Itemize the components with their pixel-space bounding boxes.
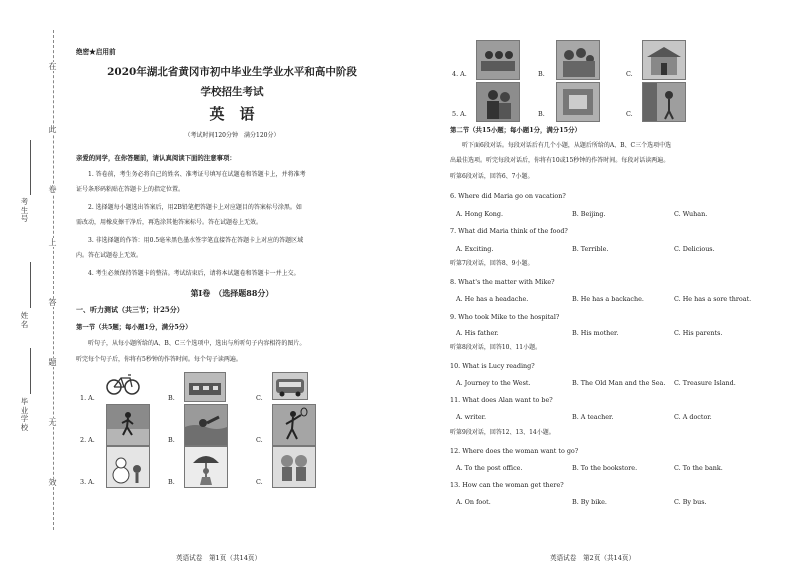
option-b: B. The Old Man and the Sea. — [572, 379, 666, 387]
strip-char: 效 — [48, 478, 57, 487]
option-c: C. Delicious. — [674, 245, 715, 253]
subject-title: 英 语 — [209, 105, 255, 123]
field-line — [30, 140, 31, 195]
page-footer: 英语试卷 第2页（共14页） — [550, 554, 636, 562]
street-picture — [642, 82, 686, 122]
option-c: C. To the bank. — [674, 464, 723, 472]
dialog-instruction: 听第6段对话，回答6、7小题。 — [450, 173, 534, 180]
option-c: C. He has a sore throat. — [674, 295, 752, 303]
strip-char: 无 — [48, 418, 57, 427]
field-label-exam-number: 考生号 — [20, 197, 29, 223]
option-b: B. His mother. — [572, 329, 619, 337]
secret-mark: 绝密★启用前 — [76, 48, 116, 56]
binding-strip — [0, 0, 70, 560]
umbrella-picture — [184, 446, 228, 488]
dialog-instruction: 听第8段对话，回答10、11小题。 — [450, 344, 542, 351]
notice-item: 内。答在试题卷上无效。 — [76, 252, 143, 259]
exam-title: 2020年湖北省黄冈市初中毕业生学业水平和高中阶段 — [107, 66, 357, 78]
option-a: A. On foot. — [456, 498, 491, 506]
option-label: 1. A. — [80, 394, 95, 402]
option-label: C. — [256, 436, 263, 444]
strip-char: 题 — [48, 358, 57, 367]
building-picture — [642, 40, 686, 80]
notice-item: 3. 非选择题的作答：用0.5毫米黑色墨水签字笔直接答在答题卡上对应的答题区域 — [88, 237, 304, 244]
notice-item: 4. 考生必须保持答题卡的整洁。考试结束后，请将本试题卷和答题卡一并上交。 — [88, 270, 300, 277]
option-a: A. Journey to the West. — [456, 379, 531, 387]
swimming-picture — [184, 404, 228, 446]
instruction: 听句子，从每小题所给的A、B、C三个选项中，选出与所听句子内容相符的图片。 — [88, 340, 306, 347]
question: 7. What did Maria think of the food? — [450, 227, 568, 235]
strip-char: 卷 — [48, 185, 57, 194]
strip-char: 在 — [48, 62, 57, 71]
subsection-heading: 第二节（共15小题；每小题1分，满分15分） — [450, 126, 581, 134]
fold-line — [53, 30, 54, 530]
option-b: B. Beijing. — [572, 210, 606, 218]
page-footer: 英语试卷 第1页（共14页） — [176, 554, 262, 562]
option-a: A. His father. — [456, 329, 499, 337]
option-label: 4. A. — [452, 70, 467, 78]
notice-heading: 亲爱的同学，在你答题前，请认真阅读下面的注意事项： — [76, 154, 236, 162]
option-b: B. To the bookstore. — [572, 464, 638, 472]
instruction: 出最佳选项。听完每段对话后，你将有10或15秒钟的作答时间。每段对话读两遍。 — [450, 157, 670, 164]
strip-char: 上 — [48, 238, 57, 247]
children-picture — [272, 446, 316, 488]
instruction: 听下面6段对话。每段对话后有几个小题，从题后所给的A、B、C三个选项中选 — [462, 142, 672, 149]
dialog-instruction: 听第9段对话，回答12、13、14小题。 — [450, 429, 555, 436]
option-a: A. To the post office. — [456, 464, 523, 472]
option-c: C. Wuhan. — [674, 210, 708, 218]
question: 8. What's the matter with Mike? — [450, 278, 555, 286]
option-c: C. By bus. — [674, 498, 707, 506]
option-a: A. Hong Kong. — [456, 210, 504, 218]
snowman-picture — [106, 446, 150, 488]
question: 6. Where did Maria go on vacation? — [450, 192, 566, 200]
option-label: C. — [626, 110, 633, 118]
option-label: C. — [626, 70, 633, 78]
question: 12. Where does the woman want to go? — [450, 447, 579, 455]
option-label: C. — [256, 478, 263, 486]
instruction: 听完每个句子后，你将有5秒钟的作答时间。每个句子读两遍。 — [76, 356, 242, 363]
people-picture — [476, 82, 520, 122]
dialog-instruction: 听第7段对话，回答8、9小题。 — [450, 260, 534, 267]
bus-picture — [272, 372, 308, 400]
train-picture — [184, 372, 226, 402]
sculpture-picture — [556, 82, 600, 122]
exam-info: （考试时间120分钟 满分120分） — [184, 132, 280, 139]
option-label: B. — [168, 394, 175, 402]
option-label: 2. A. — [80, 436, 95, 444]
running-picture — [106, 404, 150, 446]
notice-item: 证号条形码粘贴在答题卡上的指定位置。 — [76, 186, 185, 193]
section-heading: 一、听力测试（共三节；计25分） — [76, 305, 184, 314]
option-c: C. His parents. — [674, 329, 723, 337]
field-label-name: 姓名 — [20, 311, 29, 329]
notice-item: 1. 答卷前，考生务必将自己的姓名、准考证号填写在试题卷和答题卡上，并将准考 — [88, 171, 306, 178]
option-a: A. writer. — [456, 413, 486, 421]
field-label-school: 毕业学校 — [20, 397, 29, 432]
part-heading: 第Ⅰ卷 （选择题88分） — [190, 288, 274, 298]
option-b: B. Terrible. — [572, 245, 609, 253]
option-b: B. A teacher. — [572, 413, 614, 421]
option-b: B. He has a backache. — [572, 295, 644, 303]
option-label: 5. A. — [452, 110, 467, 118]
bicycle-picture — [106, 372, 140, 396]
option-label: B. — [538, 70, 545, 78]
option-c: C. A doctor. — [674, 413, 712, 421]
option-label: B. — [538, 110, 545, 118]
option-label: B. — [168, 478, 175, 486]
option-label: C. — [256, 394, 263, 402]
question: 11. What does Alan want to be? — [450, 396, 553, 404]
field-line — [30, 262, 31, 308]
option-a: A. Exciting. — [456, 245, 494, 253]
tennis-picture — [272, 404, 316, 446]
notice-item: 需改动，用橡皮擦干净后，再选涂其他答案标号。答在试题卷上无效。 — [76, 219, 263, 226]
strip-char: 此 — [48, 125, 57, 134]
question: 9. Who took Mike to the hospital? — [450, 313, 560, 321]
classroom-picture — [476, 40, 520, 80]
option-a: A. He has a headache. — [456, 295, 529, 303]
option-label: B. — [168, 436, 175, 444]
option-label: 3. A. — [80, 478, 95, 486]
option-c: C. Treasure Island. — [674, 379, 736, 387]
question: 13. How can the woman get there? — [450, 481, 564, 489]
notice-item: 2. 选择题每小题选出答案后，用2B铅笔把答题卡上对应题目的答案标号涂黑。如 — [88, 204, 302, 211]
exam-title-line2: 学校招生考试 — [200, 86, 264, 98]
subsection-heading: 第一节（共5题；每小题1分，满分5分） — [76, 323, 192, 331]
strip-char: 答 — [48, 298, 57, 307]
field-line — [30, 348, 31, 394]
option-b: B. By bike. — [572, 498, 607, 506]
question: 10. What is Lucy reading? — [450, 362, 535, 370]
family-picture — [556, 40, 600, 80]
